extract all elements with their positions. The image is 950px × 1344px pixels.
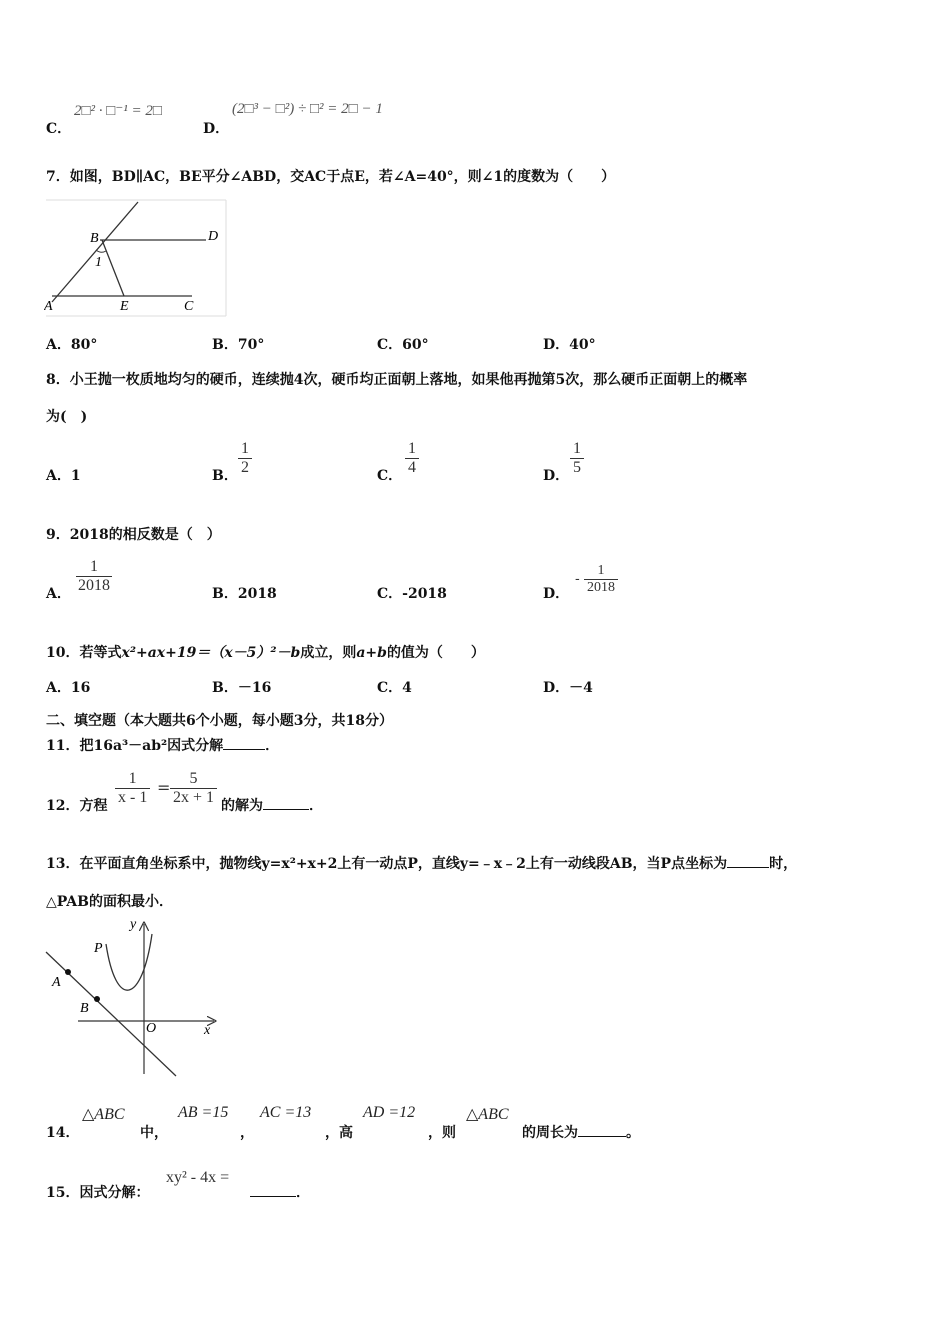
q14-number: 14．: [46, 1125, 80, 1141]
q8-option-a: A．1: [46, 468, 81, 484]
q14-ad-value: AD =12: [363, 1104, 416, 1121]
q6-option-c-label: C．: [46, 121, 72, 137]
q9-option-d-fraction: $\frac{1}{2018}$: [584, 563, 618, 596]
label-b: B: [80, 1001, 89, 1016]
q8-stem-line2: 为( ): [46, 409, 88, 425]
q8-option-d-fraction: $\frac{1}{5}$: [570, 440, 584, 477]
q9-option-b: B．2018: [212, 586, 277, 602]
label-b: B: [90, 231, 99, 246]
q7-option-a: A．80°: [46, 337, 98, 353]
q15-expression: xy² - 4x =: [166, 1169, 230, 1186]
q8-option-b-fraction: $\frac{1}{2}$: [238, 440, 252, 477]
q14-zhong: 中，: [140, 1125, 168, 1141]
q14-comma: ，: [240, 1125, 254, 1141]
line-ab: [52, 202, 138, 302]
point-a: [65, 969, 71, 975]
q7-option-c: C．60°: [377, 337, 429, 353]
q15-prefix: 15．因式分解：: [46, 1185, 150, 1201]
q7-option-d: D．40°: [543, 337, 596, 353]
q7-stem: 7．如图，BD∥AC，BE平分∠ABD，交AC于点E，若∠A=40°，则∠1的度数为（ ）: [46, 169, 616, 185]
label-d: D: [208, 229, 219, 244]
q9-option-d-label: D．: [543, 586, 570, 602]
q14-triangle-abc-2: △ABC: [466, 1106, 509, 1123]
q13-stem: 13．在平面直角坐标系中，抛物线y=x²+x+2上有一动点P，直线y=﹣x﹣2上有一动线段AB，当P点坐标为 时，: [46, 853, 797, 873]
q7-figure-parallel-lines: [44, 198, 228, 318]
q10-option-a: A．16: [46, 680, 91, 696]
q10-option-c: C．4: [377, 680, 412, 696]
q11-stem: 11．把16a³－ab²因式分解 ．: [46, 735, 279, 755]
q15-answer: ．: [250, 1182, 310, 1202]
q15-answer-blank[interactable]: [250, 1182, 296, 1197]
q8-option-b-label: B．: [212, 468, 238, 484]
q12-suffix: 的解为 ．: [221, 795, 323, 815]
q13-stem-line2: △PAB的面积最小．: [46, 894, 173, 910]
line-be: [102, 240, 124, 296]
q14-answer-blank[interactable]: [578, 1122, 626, 1137]
q9-option-d-minus-sign: -: [575, 571, 580, 587]
label-e: E: [120, 299, 129, 314]
q6-option-d-expression: (2□³ − □²) ÷ □² = 2□ − 1: [232, 101, 383, 117]
q14-ab-value: AB =15: [178, 1104, 229, 1121]
label-c: C: [184, 299, 194, 314]
q10-option-b: B．－16: [212, 680, 272, 696]
q14-gao: ，高: [325, 1125, 353, 1141]
q8-stem: 8．小王抛一枚质地均匀的硬币，连续抛4次，硬币均正面朝上落地，如果他再抛第5次，那么硬币正面朝上的概率: [46, 372, 748, 388]
label-y: y: [130, 917, 137, 932]
q6-option-d-label: D．: [203, 121, 230, 137]
label-x: x: [204, 1023, 211, 1038]
q13-figure-parabola-and-line: [44, 914, 220, 1080]
q14-triangle-abc: △ABC: [82, 1106, 125, 1123]
q10-stem: 10．若等式x²+ax+19＝（x－5）²－b成立，则a+b的值为（ ）: [46, 645, 485, 661]
label-angle-1: 1: [95, 255, 102, 270]
q14-suffix: 的周长为 。: [522, 1122, 640, 1142]
q12-rhs-fraction: $\frac{5}{2x + 1}$: [170, 770, 217, 807]
q7-option-b: B．70°: [212, 337, 265, 353]
q9-stem: 9．2018的相反数是（ ）: [46, 527, 221, 543]
q12-prefix: 12．方程: [46, 798, 108, 814]
q13-answer-blank[interactable]: [727, 853, 769, 868]
q9-option-c: C．-2018: [377, 586, 447, 602]
label-p: P: [94, 941, 103, 956]
q8-option-c-label: C．: [377, 468, 403, 484]
q14-ac-value: AC =13: [260, 1104, 312, 1121]
q6-option-c-expression: 2□² · □⁻¹ = 2□: [74, 103, 162, 119]
q11-answer-blank[interactable]: [223, 735, 265, 750]
q9-option-a-label: A．: [46, 586, 71, 602]
label-a: A: [44, 299, 53, 314]
q9-option-a-fraction: $\frac{1}{2018}$: [78, 558, 110, 594]
q8-option-d-label: D．: [543, 468, 570, 484]
label-a: A: [52, 975, 61, 990]
q12-answer-blank[interactable]: [263, 795, 309, 810]
q12-lhs-fraction: $\frac{1}{x - 1}$: [115, 770, 150, 807]
parabola: [106, 934, 152, 990]
q10-option-d: D．－4: [543, 680, 593, 696]
label-o: O: [146, 1021, 157, 1036]
q12-equals: =: [157, 778, 171, 797]
section-fill-in-title: 二、填空题（本大题共6个小题，每小题3分，共18分）: [46, 713, 393, 729]
point-b: [94, 996, 100, 1002]
q14-ze: ，则: [428, 1125, 456, 1141]
q8-option-c-fraction: $\frac{1}{4}$: [405, 440, 419, 477]
